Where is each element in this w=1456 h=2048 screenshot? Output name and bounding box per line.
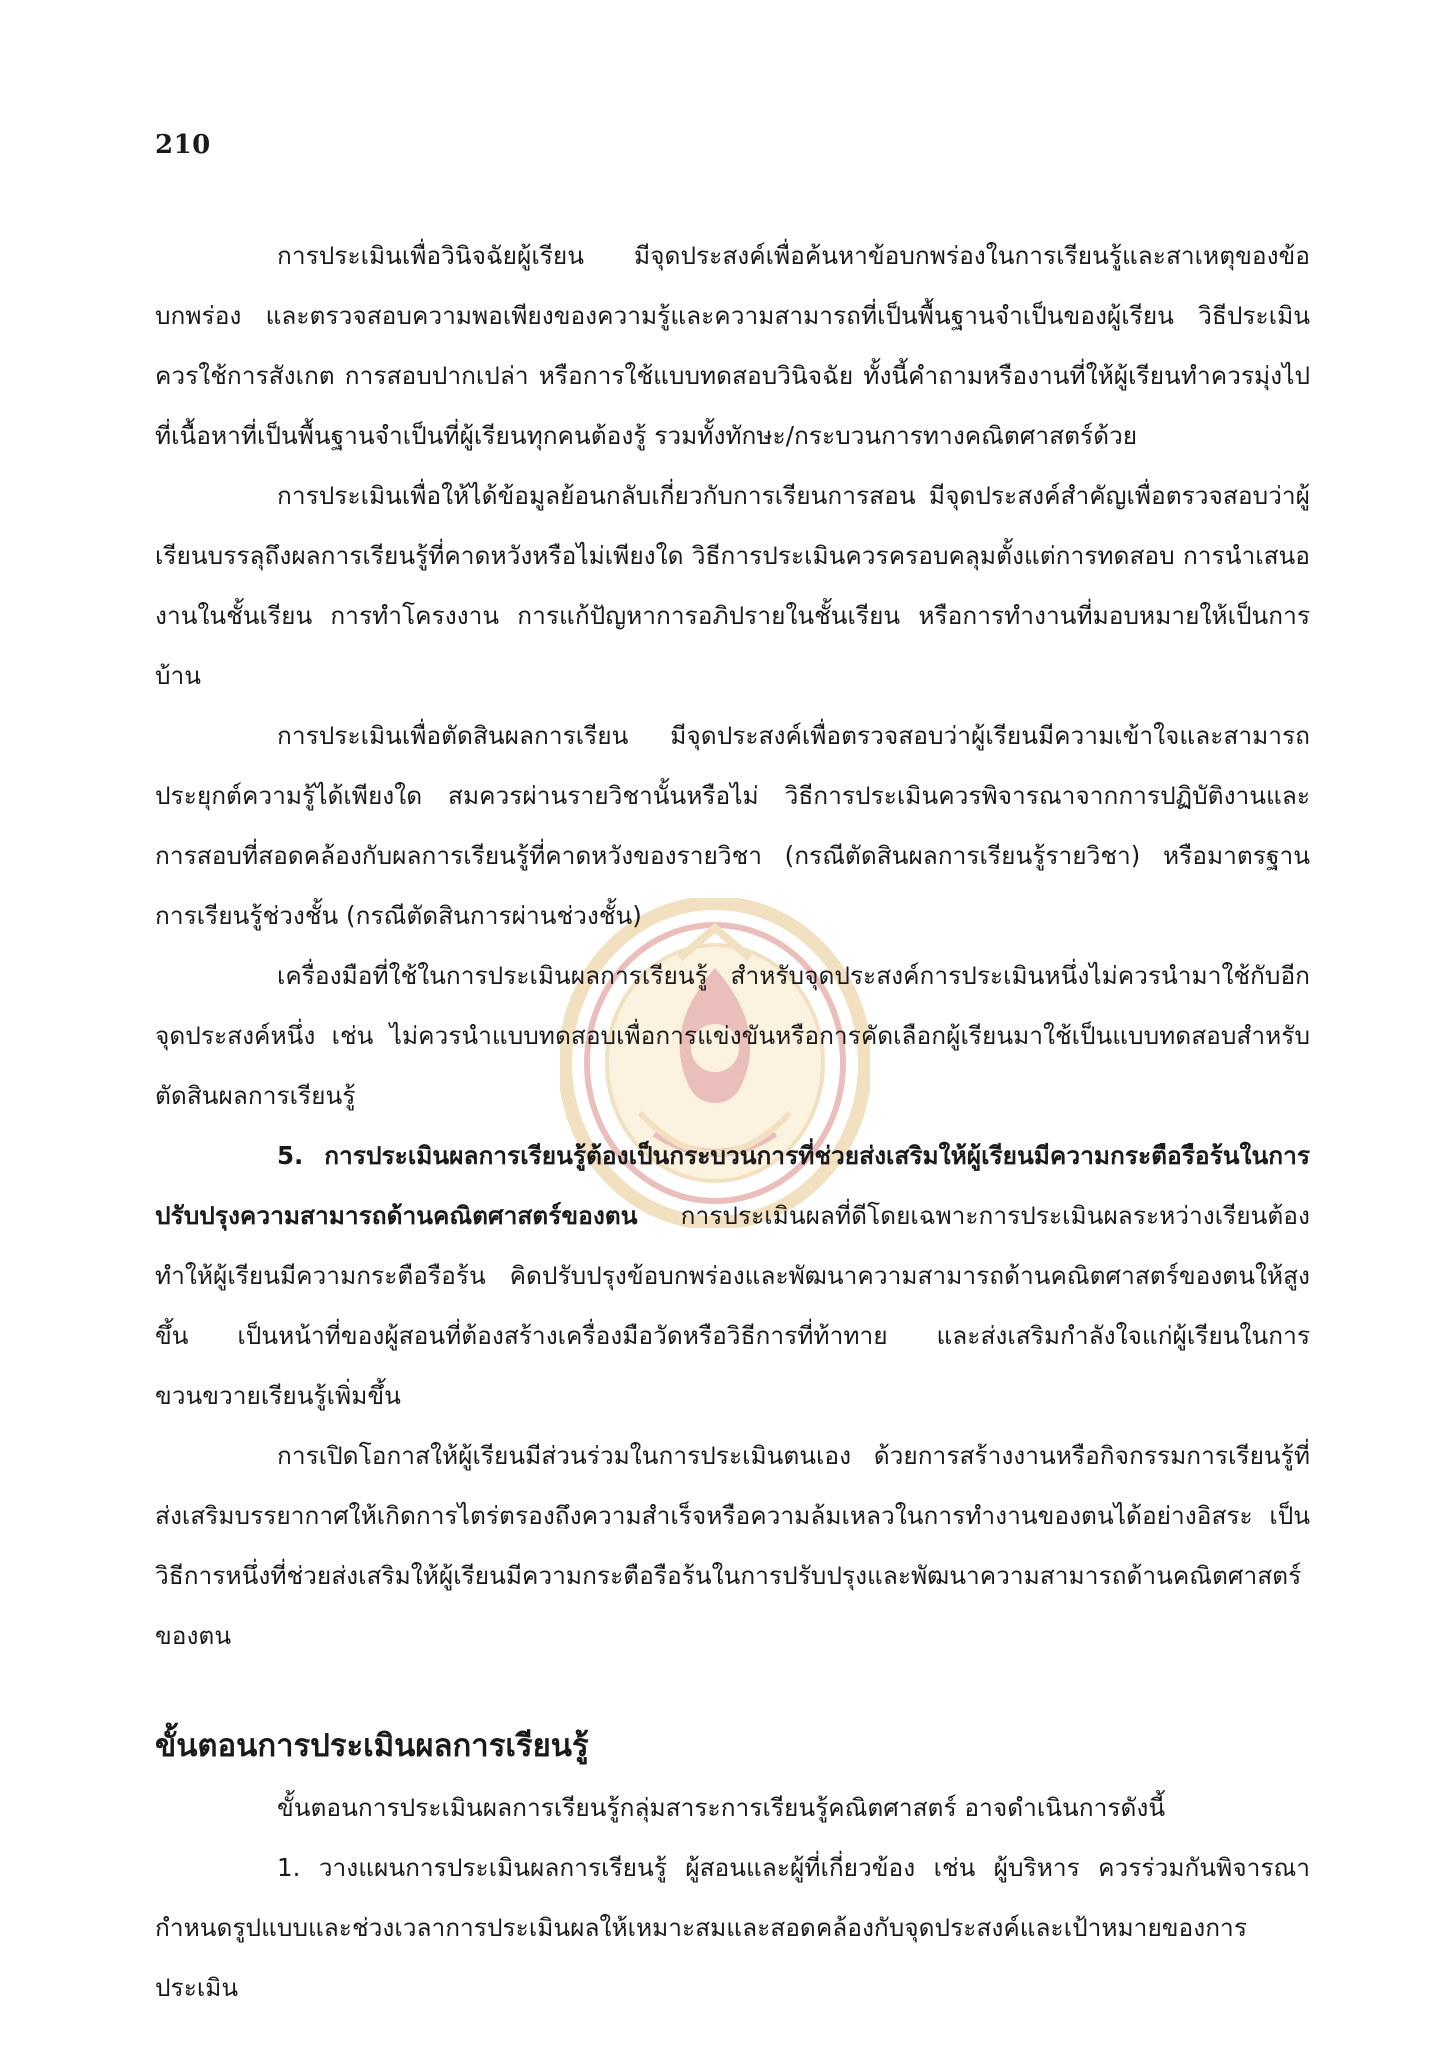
paragraph-diagnostic-assessment: การประเมินเพื่อวินิจฉัยผู้เรียน มีจุดประสงค์เพื่อค้นหาข้อบกพร่องในการเรียนรู้และสาเหตุของข้อบกพร่อง และตรวจสอบความพอเพียงของความรู้และความสามารถที่เป็นพื้นฐานจำเป็นของผู้เรียน วิธีประเมินควรใช้การสังเกต การสอบปากเปล่า หรือการใช้แบบทดสอบวินิจฉัย ทั้งนี้คำถามหรืองานที่ให้ผู้เรียนทำควรมุ่งไปที่เนื้อหาที่เป็นพื้นฐานจำเป็นที่ผู้เรียนทุกคนต้องรู้ รวมทั้งทักษะ/กระบวนการทางคณิตศาสตร์ด้วย [155,241,1310,450]
point-5-text: การประเมินผลที่ดีโดยเฉพาะการประเมินผลระหว่างเรียนต้องทำให้ผู้เรียนมีความกระตือรือร้น คิดปรับปรุงข้อบกพร่องและพัฒนาความสามารถด้านคณิตศาสตร์ของตนให้สูงขึ้น เป็นหน้าที่ของผู้สอนที่ต้องสร้างเครื่องมือวัดหรือวิธีการที่ท้าทาย และส่งเสริมกำลังใจแก่ผู้เรียนในการขวนขวายเรียนรู้เพิ่มขึ้น [155,1201,1310,1410]
page-number: 210 [155,130,211,160]
point-5-heading: 5. การประเมินผลการเรียนรู้ต้องเป็นกระบวนการที่ช่วยส่งเสริมให้ผู้เรียนมีความกระตือรือร้นในการปรับปรุงความสามารถด้านคณิตศาสตร์ของตน [155,1141,1310,1230]
section-intro: ขั้นตอนการประเมินผลการเรียนรู้กลุ่มสาระการเรียนรู้คณิตศาสตร์ อาจดำเนินการดังนี้ [277,1793,1166,1822]
body-text [155,226,1310,2018]
paragraph-feedback-assessment: การประเมินเพื่อให้ได้ข้อมูลย้อนกลับเกี่ยวกับการเรียนการสอน มีจุดประสงค์สำคัญเพื่อตรวจสอบว่าผู้เรียนบรรลุถึงผลการเรียนรู้ที่คาดหวังหรือไม่เพียงใด วิธีการประเมินควรครอบคลุมตั้งแต่การทดสอบ การนำเสนองานในชั้นเรียน การทำโครงงาน การแก้ปัญหาการอภิปรายในชั้นเรียน หรือการทำงานที่มอบหมายให้เป็นการบ้าน [155,481,1310,690]
paragraph-self-assessment: การเปิดโอกาสให้ผู้เรียนมีส่วนร่วมในการประเมินตนเอง ด้วยการสร้างงานหรือกิจกรรมการเรียนรู้ที่ส่งเสริมบรรยากาศให้เกิดการไตร่ตรองถึงความสำเร็จหรือความล้มเหลวในการทำงานของตนได้อย่างอิสระ เป็นวิธีการหนึ่งที่ช่วยส่งเสริมให้ผู้เรียนมีความกระตือรือร้นในการปรับปรุงและพัฒนาความสามารถด้านคณิตศาสตร์ของตน [155,1441,1310,1650]
section-step-1: 1. วางแผนการประเมินผลการเรียนรู้ ผู้สอนและผู้ที่เกี่ยวข้อง เช่น ผู้บริหาร ควรร่วมกันพิจารณากำหนดรูปแบบและช่วงเวลาการประเมินผลให้เหมาะสมและสอดคล้องกับจุดประสงค์และเป้าหมายของการประเมิน [155,1853,1310,2002]
paragraph-summative-assessment: การประเมินเพื่อตัดสินผลการเรียน มีจุดประสงค์เพื่อตรวจสอบว่าผู้เรียนมีความเข้าใจและสามารถประยุกต์ความรู้ได้เพียงใด สมควรผ่านรายวิชานั้นหรือไม่ วิธีการประเมินควรพิจารณาจากการปฏิบัติงานและการสอบที่สอดคล้องกับผลการเรียนรู้ที่คาดหวังของรายวิชา (กรณีตัดสินผลการเรียนรู้รายวิชา) หรือมาตรฐานการเรียนรู้ช่วงชั้น (กรณีตัดสินการผ่านช่วงชั้น) [155,721,1310,930]
paragraph-assessment-tools: เครื่องมือที่ใช้ในการประเมินผลการเรียนรู้ สำหรับจุดประสงค์การประเมินหนึ่งไม่ควรนำมาใช้กับอีกจุดประสงค์หนึ่ง เช่น ไม่ควรนำแบบทดสอบเพื่อการแข่งขันหรือการคัดเลือกผู้เรียนมาใช้เป็นแบบทดสอบสำหรับตัดสินผลการเรียนรู้ [155,961,1310,1110]
paragraph-point-5 [155,1126,1310,1426]
section-heading: ขั้นตอนการประเมินผลการเรียนรู้ [155,1728,589,1764]
